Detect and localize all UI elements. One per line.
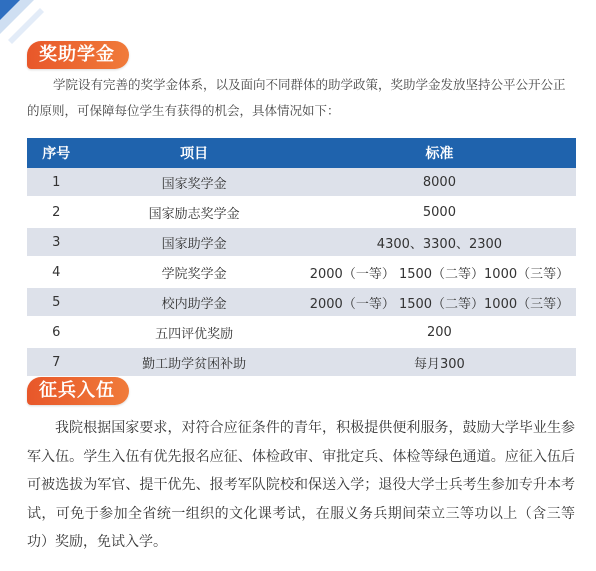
table-row [27, 317, 576, 347]
scholarship-table [27, 138, 576, 378]
header-item: 项目 [85, 138, 302, 168]
section-title-scholarship: 奖助学金 [27, 41, 129, 69]
row-number: 1 [27, 168, 85, 197]
row-standard: 2000（一等） 1500（二等）1000（三等） [303, 257, 576, 287]
row-number: 3 [27, 227, 85, 257]
row-number: 7 [27, 347, 85, 377]
row-number: 6 [27, 317, 85, 347]
table-row [27, 347, 576, 377]
scholarship-intro: 学院设有完善的奖学金体系，以及面向不同群体的助学政策，奖助学金发放坚持公平公开公正的原则，可保障每位学生有获得的机会，具体情况如下： [27, 77, 566, 118]
row-item: 国家奖学金 [85, 168, 302, 197]
header-number: 序号 [27, 138, 85, 168]
table-row [27, 227, 576, 257]
row-standard: 5000 [303, 197, 576, 227]
table-row [27, 197, 576, 227]
table-row [27, 257, 576, 287]
row-number: 5 [27, 287, 85, 317]
row-item: 国家助学金 [85, 227, 302, 257]
corner-decoration [0, 0, 60, 46]
row-standard: 200 [303, 317, 576, 347]
table-row [27, 287, 576, 317]
section-title-enlistment: 征兵入伍 [27, 377, 129, 405]
row-number: 2 [27, 197, 85, 227]
row-standard: 每月300 [303, 347, 576, 377]
row-item: 学院奖学金 [85, 257, 302, 287]
row-item: 五四评优奖励 [85, 317, 302, 347]
table-row [27, 168, 576, 197]
header-standard: 标准 [303, 138, 576, 168]
row-item: 勤工助学贫困补助 [85, 347, 302, 377]
row-standard: 2000（一等） 1500（二等）1000（三等） [303, 287, 576, 317]
row-standard: 4300、3300、2300 [303, 227, 576, 257]
row-item: 校内助学金 [85, 287, 302, 317]
enlistment-body: 我院根据国家要求，对符合应征条件的青年，积极提供便利服务，鼓励大学毕业生参军入伍。学生入伍有优先报名应征、体检政审、审批定兵、体检等绿色通道。应征入伍后可被选拔为军官、提干优先、报考军队院校和保送入学；退役大学士兵考生参加专升本考试，可免于参加全省统一组织的文化课考试，在服义务兵期间荣立三等功以上（含三等功）奖励，免试入学。 [27, 420, 575, 550]
row-standard: 8000 [303, 168, 576, 197]
row-item: 国家励志奖学金 [85, 197, 302, 227]
row-number: 4 [27, 257, 85, 287]
table-header-row [27, 138, 576, 168]
